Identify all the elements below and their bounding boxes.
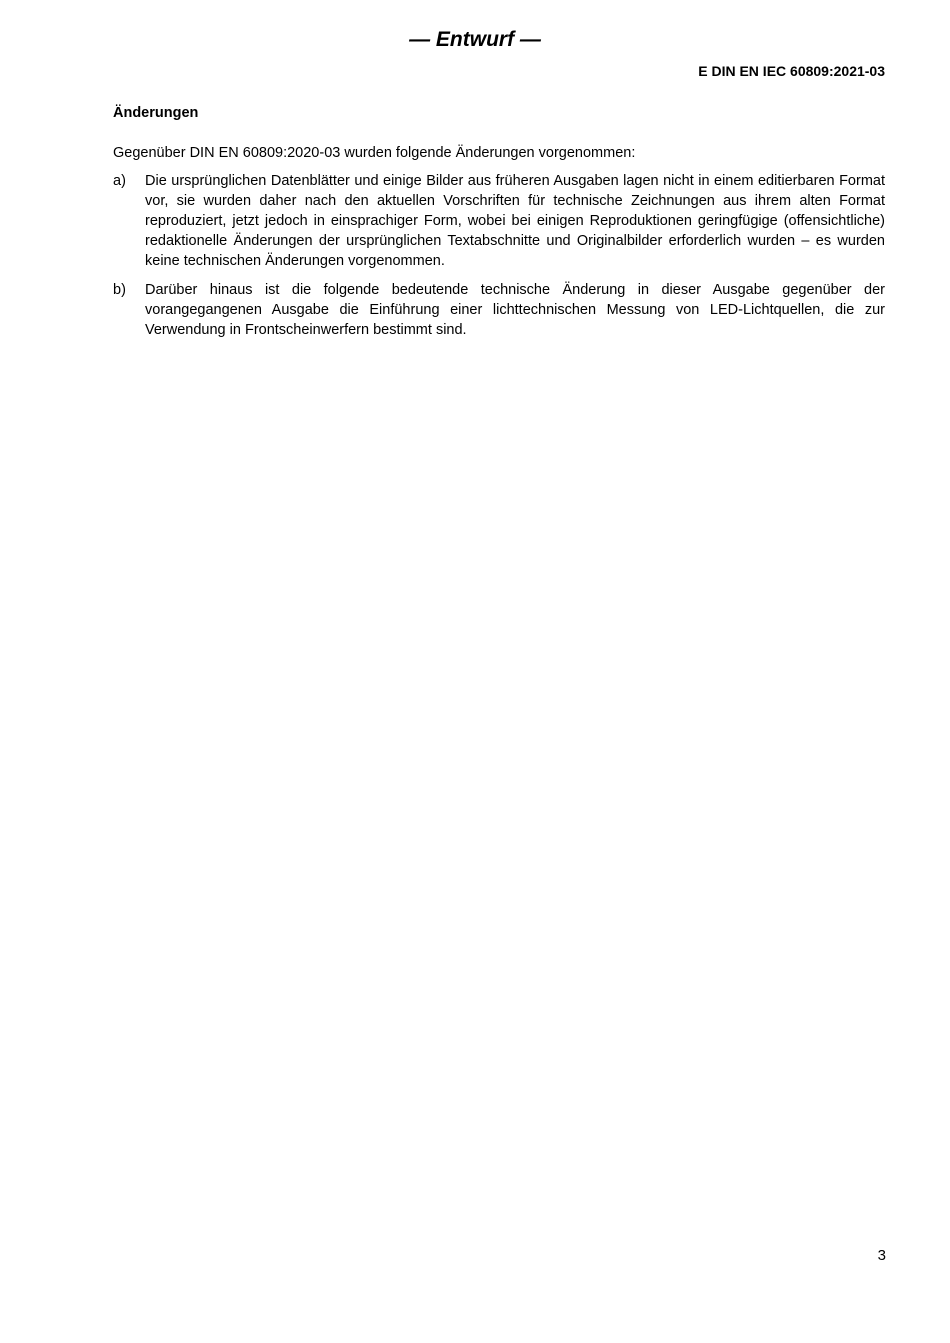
intro-paragraph: Gegenüber DIN EN 60809:2020-03 wurden folgende Änderungen vorgenommen:	[113, 145, 636, 161]
list-item	[113, 280, 885, 340]
list-item-marker: a)	[113, 173, 126, 189]
list-item-marker: b)	[113, 282, 126, 298]
main-content	[113, 103, 885, 349]
changes-list	[113, 171, 885, 340]
list-item	[113, 171, 885, 271]
list-item-text: Darüber hinaus ist die folgende bedeutende technische Änderung in dieser Ausgabe gegenüber der vorangegangenen Ausgabe die Einführung einer lichttechnischen Messung von LED-Lichtquellen, die zur Verwendung in Frontscheinwerfern bestimmt sind.	[145, 282, 885, 338]
list-item-text: Die ursprünglichen Datenblätter und einige Bilder aus früheren Ausgaben lagen nicht in einem editierbaren Format vor, sie wurden daher nach den aktuellen Vorschriften für technische Zeichnungen aus ihrem alten Format reproduziert, jetzt jedoch in einsprachiger Form, wobei bei einigen Reproduktionen geringfügige (offensichtliche) redaktionelle Änderungen der ursprünglichen Textabschnitte und Originalbilder erforderlich wurden – es wurden keine technischen Änderungen vorgenommen.	[145, 173, 885, 269]
section-heading: Änderungen	[113, 105, 199, 121]
page-number: 3	[877, 1247, 886, 1264]
draft-banner: — Entwurf —	[409, 28, 541, 51]
document-id: E DIN EN IEC 60809:2021-03	[698, 63, 885, 79]
